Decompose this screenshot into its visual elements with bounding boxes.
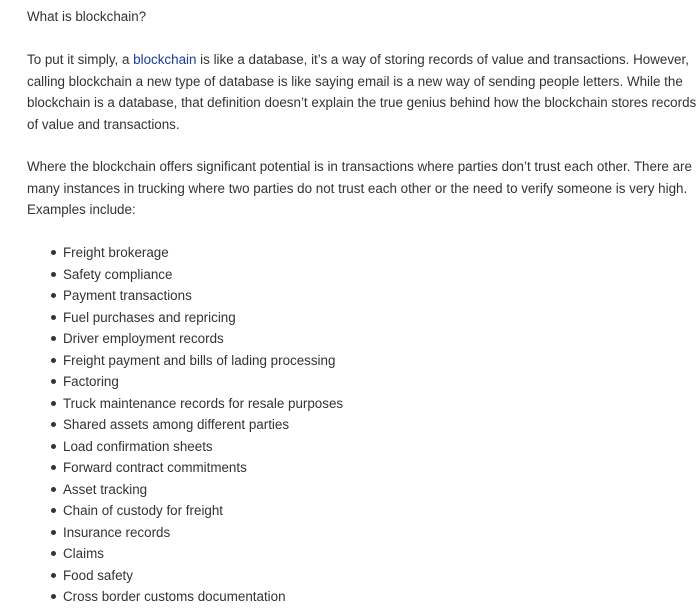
bullet-dot-icon xyxy=(51,573,56,578)
list-item xyxy=(0,371,343,393)
list-item xyxy=(0,543,343,565)
bullet-dot-icon xyxy=(51,465,56,470)
bullet-dot-icon xyxy=(51,379,56,384)
list-item-label: Cross border customs documentation xyxy=(63,589,286,604)
bullet-dot-icon xyxy=(51,444,56,449)
list-item-label: Chain of custody for freight xyxy=(63,503,224,518)
potential-paragraph: Where the blockchain offers significant potential is in transactions where parties don’t trust each other. There are many instances in trucking where two parties do not trust each other or the need to verify someone is very high. Examples include: xyxy=(27,159,692,217)
list-item-label: Freight payment and bills of lading processing xyxy=(63,352,336,368)
list-item xyxy=(0,500,343,522)
list-item-label: Asset tracking xyxy=(63,481,148,497)
bullet-dot-icon xyxy=(51,530,56,535)
bullet-dot-icon xyxy=(51,358,56,363)
list-item xyxy=(0,436,343,458)
blockchain-link[interactable]: blockchain xyxy=(133,52,197,67)
list-item xyxy=(0,479,343,501)
list-item-label: Payment transactions xyxy=(63,288,192,303)
bullet-dot-icon xyxy=(51,293,56,298)
bullet-dot-icon xyxy=(51,336,56,341)
list-item-label: Load confirmation sheets xyxy=(63,438,213,454)
list-item-label: Factoring xyxy=(63,374,119,389)
list-item xyxy=(0,414,343,436)
list-item xyxy=(0,565,343,587)
list-item xyxy=(0,242,343,264)
section-heading: What is blockchain? xyxy=(27,9,147,24)
bullet-dot-icon xyxy=(51,594,56,599)
list-item xyxy=(0,285,343,307)
intro-paragraph xyxy=(27,49,700,135)
list-item-label: Shared assets among different parties xyxy=(63,417,290,432)
list-item xyxy=(0,457,343,479)
list-item-label: Truck maintenance records for resale purposes xyxy=(63,395,344,411)
list-item xyxy=(0,264,343,286)
list-item xyxy=(0,328,343,350)
list-item-label: Driver employment records xyxy=(63,331,224,346)
list-item-label: Forward contract commitments xyxy=(63,460,247,475)
bullet-dot-icon xyxy=(51,487,56,492)
list-item-label: Claims xyxy=(63,546,104,561)
bullet-dot-icon xyxy=(51,250,56,255)
intro-text-end: is like a database, it’s a way of storing records of value and transactions. However, calling blockchain a new type of database is like saying email is a new way of sending people letters. While the blockchain is a database, that definition doesn’t explain the true genius behind how the blockchain stores records of value and transactions. xyxy=(27,52,697,132)
list-item xyxy=(0,393,343,415)
list-item-label: Freight brokerage xyxy=(63,245,169,260)
list-item xyxy=(0,307,343,329)
bullet-dot-icon xyxy=(51,272,56,277)
list-item xyxy=(0,350,343,372)
list-item-label: Insurance records xyxy=(63,524,171,540)
list-item xyxy=(0,586,343,608)
list-item-label: Food safety xyxy=(63,567,133,583)
bullet-dot-icon xyxy=(51,508,56,513)
bullet-dot-icon xyxy=(51,551,56,556)
intro-text-start: To put it simply, a xyxy=(27,52,134,67)
list-item-label: Fuel purchases and repricing xyxy=(63,309,236,325)
bullet-dot-icon xyxy=(51,401,56,406)
list-item xyxy=(0,522,343,544)
bullet-dot-icon xyxy=(51,315,56,320)
examples-list xyxy=(0,242,343,608)
list-item-label: Safety compliance xyxy=(63,266,173,282)
bullet-dot-icon xyxy=(51,422,56,427)
